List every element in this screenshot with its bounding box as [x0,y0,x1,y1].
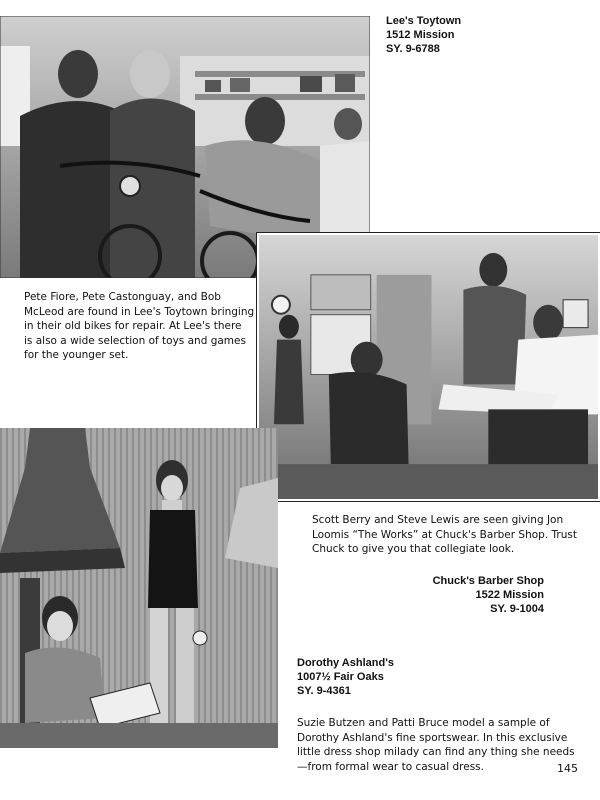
toytown-name: Lee's Toytown [386,15,462,27]
barber-caption [312,513,594,557]
caption-line: Loomis “The Works” at Chuck's Barber Shop. Trust [312,528,577,541]
caption-line: Pete Fiore, Pete Castonguay, and Bob [24,291,221,303]
caption-line: Suzie Butzen and Patti Bruce model a sample of [297,717,550,729]
caption-line: is also a wide selection of toys and games [24,334,246,347]
dress-name: Dorothy Ashland's [297,657,394,669]
page-number: 145 [557,762,578,775]
dress-phone: SY. 9-4361 [297,685,351,697]
caption-line: —from formal wear to casual dress. [297,760,484,773]
toytown-address [386,14,461,56]
caption-line: little dress shop milady can find any thing she needs [297,746,575,758]
barber-name: Chuck's Barber Shop [432,575,544,587]
caption-line: Scott Berry and Steve Lewis are seen giving Jon [312,514,564,526]
caption-line: in their old bikes for repair. At Lee's there [24,320,242,332]
barber-address [433,574,544,616]
photo-dress-shop [0,428,278,748]
photo-barber-shop [257,233,600,501]
toytown-caption [24,290,256,363]
dress-street: 1007½ Fair Oaks [297,671,384,683]
dress-caption [297,716,595,774]
barber-phone: SY. 9-1004 [490,603,544,615]
caption-line: McLeod are found in Lee's Toytown bringing [24,305,255,318]
caption-line: Chuck to give you that collegiate look. [312,543,515,555]
caption-line: Dorothy Ashland's fine sportswear. In this exclusive [297,731,568,744]
dress-address [297,656,394,698]
caption-line: for the younger set. [24,349,129,361]
toytown-phone: SY. 9-6788 [386,43,440,55]
barber-street: 1522 Mission [475,589,544,601]
toytown-street: 1512 Mission [386,29,455,41]
